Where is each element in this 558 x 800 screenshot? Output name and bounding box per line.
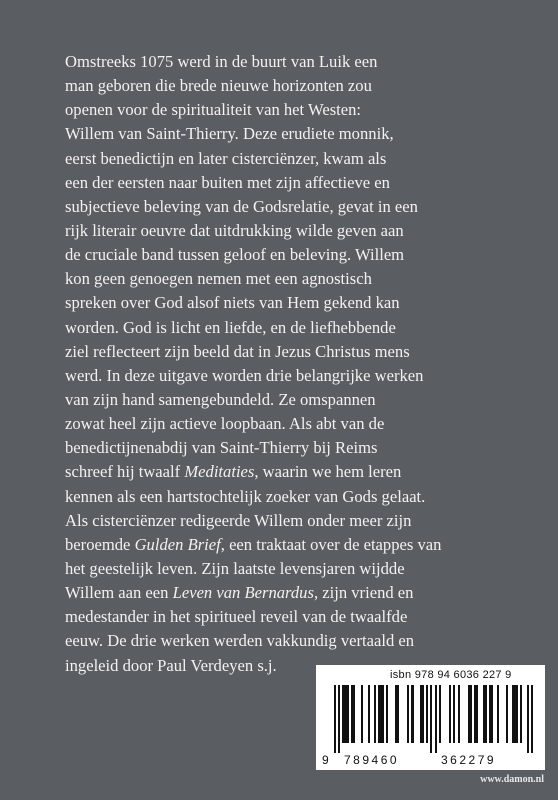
barcode-digits-right: 362279	[441, 753, 497, 767]
blurb-line: het geestelijk leven. Zijn laatste levensjaren wijdde	[65, 558, 405, 578]
blurb-line-meditaties	[65, 460, 545, 484]
barcode	[326, 685, 535, 753]
blurb-line: worden. God is licht en liefde, en de liefhebbende	[65, 317, 396, 337]
blurb-line: Omstreeks 1075 werd in de buurt van Luik een	[65, 52, 378, 71]
blurb-line: werd. In deze uitgave worden drie belangrijke werken	[65, 365, 424, 385]
barcode-digits-left: 789460	[344, 753, 400, 767]
barcode-bars	[334, 685, 533, 753]
text: , waarin we hem leren	[254, 462, 402, 482]
blurb-line: kon geen genoegen nemen met een agnostisch	[65, 269, 372, 289]
blurb-line: Als cisterciënzer redigeerde Willem onder meer zijn	[65, 510, 412, 530]
text: beroemde	[65, 534, 135, 554]
blurb-line: de cruciale band tussen geloof en beleving. Willem	[65, 245, 405, 265]
blurb-line: openen voor de spiritualiteit van het Westen:	[65, 100, 362, 120]
blurb-line: eerst benedictijn en later cisterciënzer, kwam als	[65, 148, 387, 168]
barcode-digits	[316, 753, 545, 769]
blurb-line: Willem van Saint-Thierry. Deze erudiete monnik,	[65, 124, 394, 144]
title-gulden-brief: Gulden Brief	[134, 534, 221, 554]
publisher-url: www.damon.nl	[480, 774, 544, 785]
blurb-line: een der eersten naar buiten met zijn affectieve en	[65, 172, 390, 192]
blurb-line-gulden-brief	[65, 533, 545, 557]
blurb-line: benedictijnenabdij van Saint-Thierry bij Reims	[65, 438, 378, 458]
blurb-line: kennen als een hartstochtelijk zoeker van Gods gelaat.	[65, 486, 426, 506]
blurb-line: ziel reflecteert zijn beeld dat in Jezus Christus mens	[65, 341, 410, 361]
blurb-line: subjectieve beleving van de Godsrelatie, gevat in een	[65, 196, 418, 216]
text: , een traktaat over de etappes van	[220, 534, 442, 554]
blurb-line: medestander in het spiritueel reveil van de twaalfde	[65, 607, 408, 627]
isbn-barcode-box	[316, 665, 545, 770]
blurb-line: eeuw. De drie werken werden vakkundig vertaald en	[65, 631, 415, 651]
back-cover-blurb	[65, 50, 545, 678]
blurb-line: zowat heel zijn actieve loopbaan. Als abt van de	[65, 414, 385, 434]
blurb-line: man geboren die brede nieuwe horizonten zou	[65, 76, 372, 96]
title-meditaties: Meditaties	[184, 462, 255, 482]
blurb-line: van zijn hand samengebundeld. Ze omspannen	[65, 389, 376, 409]
text: Willem aan een	[65, 583, 173, 603]
blurb-line-leven-van-bernardus	[65, 581, 545, 605]
blurb-line: ingeleid door Paul Verdeyen s.j.	[65, 655, 277, 675]
barcode-bar	[531, 685, 533, 753]
blurb-line: rijk literair oeuvre dat uitdrukking wilde geven aan	[65, 220, 404, 240]
isbn-label: isbn 978 94 6036 227 9	[390, 669, 512, 681]
text: , zijn vriend en	[313, 583, 414, 603]
text: schreef hij twaalf	[65, 462, 185, 482]
blurb-line: spreken over God alsof niets van Hem gekend kan	[65, 293, 400, 313]
barcode-digit-first: 9	[322, 753, 329, 767]
title-leven-van-bernardus: Leven van Bernardus	[172, 583, 314, 603]
